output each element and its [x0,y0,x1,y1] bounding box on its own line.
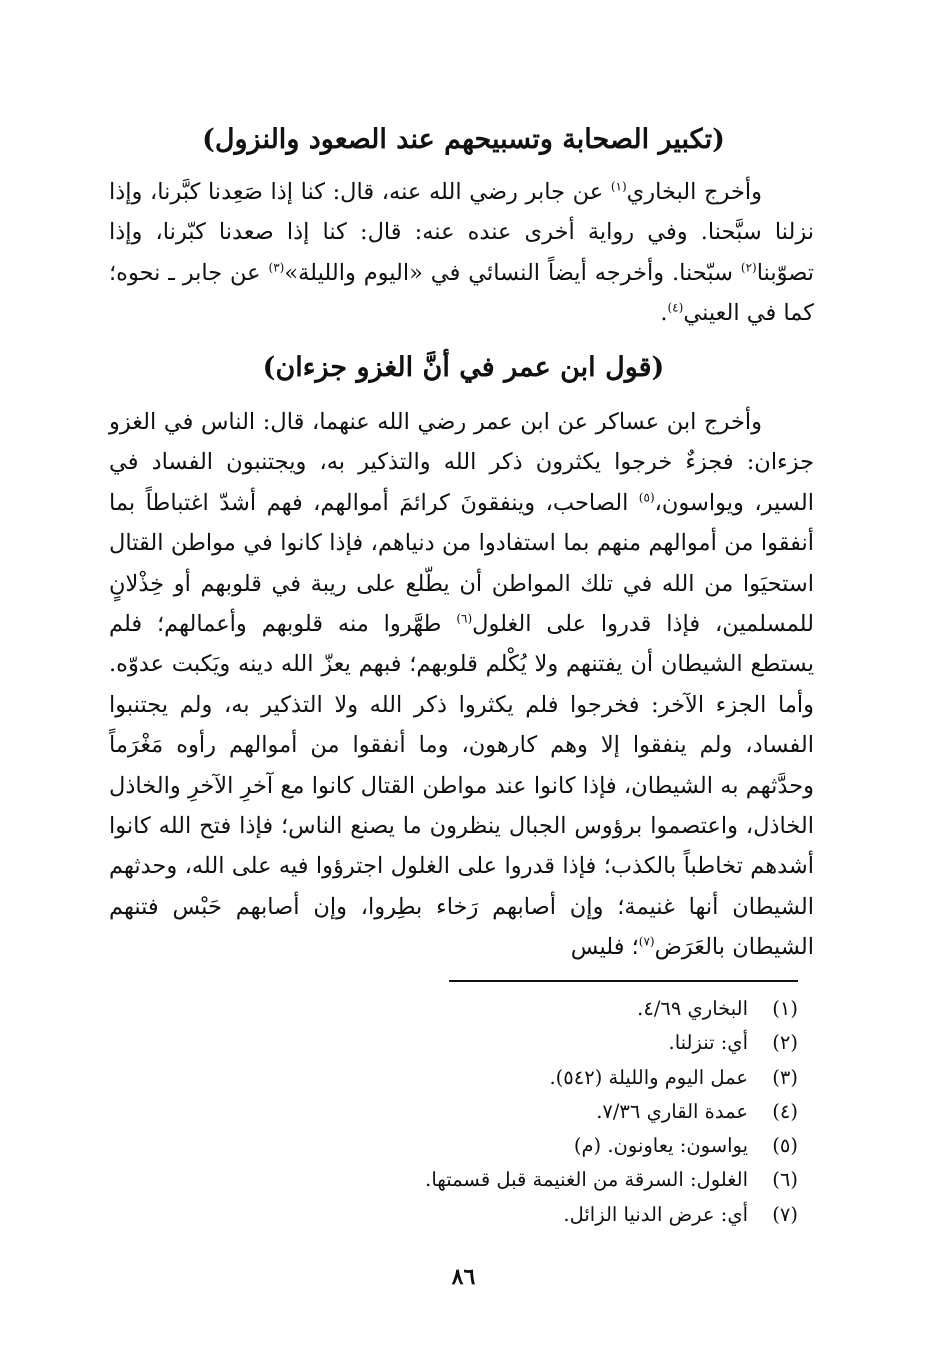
footnote-text: عمدة القاري ٧/٣٦. [596,1099,748,1123]
page-number: ٨٦ [451,1264,476,1290]
footnote-item [148,1198,798,1232]
text-segment: سبّحنا. وأخرجه أيضاً النسائي في «اليوم والليلة» [284,259,741,286]
text-segment: الصاحب، وينفقونَ كرائمَ أموالهم، فهم أشدّ اغتباطاً بما أنفقوا من أموالهم منهم بما استفادوا من دنياهم، فإذا كانوا في مواطن القتال استحيَوا من الله في تلك المواطن أن يطّلع على ريبة في قلوبهم أو خِذْلانٍ للمسلمين، فإذا قدروا على الغلول [109,489,814,638]
footnote-item [148,992,798,1026]
text-segment: عن جابر ـ نحوه؛ كما في العيني [109,259,814,327]
text-segment: طهَّروا منه قلوبهم وأعمالهم؛ فلم يستطع الشيطان أن يفتنهم ولا يُكْلم قلوبهم؛ فبهم يعزّ الله دينه ويَكبت عدوّه. وأما الجزء الآخر: فخرجوا فلم يكثروا ذكر الله ولا التذكير به، ولم يجتنبوا الفساد، ولم ينفقوا إلا وهم كارهون، وما أنفقوا من أموالهم رأوه مَغْرَماً وحدَّثهم به الشيطان، فإذا كانوا عند مواطن القتال كانوا مع آخرِ الآخرِ والخاذل الخاذل، واعتصموا برؤوس الجبال ينظرون ما يصنع الناس؛ فإذا فتح الله كانوا أشدهم تخاطباً بالكذب؛ فإذا قدروا على الغلول اجترؤوا فيه على الله، وحدثهم الشيطان أنها غنيمة؛ وإن أصابهم رَخاء بطِروا، وإن أصابهم حَبْس فتنهم الشيطان بالعَرَض [109,611,814,961]
footnote-text: عمل اليوم والليلة (٥٤٢). [549,1065,748,1089]
footnote-text: يواسون: يعاونون. (م) [573,1134,748,1158]
footnote-text: أي: عرض الدنيا الزائل. [563,1202,748,1226]
footnote-ref-5[interactable]: (٥) [638,490,655,505]
footnote-item [148,1095,798,1129]
paragraph-ibn-umar [109,402,814,968]
section-heading-takbir: (تكبير الصحابة وتسبيحهم عند الصعود والنزول) [202,124,725,155]
paragraph-body [109,172,814,334]
text-segment: عن جابر رضي الله عنه، قال: كنا إذا صَعِدنا كبَّرنا، وإذا نزلنا سبَّحنا. وفي رواية أخرى عنده عنه: قال: كنا إذا صعدنا كبّرنا، وإذا تصوّبنا [109,179,815,286]
footnote-item [148,1129,798,1163]
paragraph-body [109,402,814,968]
footnote-ref-6[interactable]: (٦) [456,611,473,626]
text-segment: . [660,300,668,327]
footnote-number: (٣) [772,1065,798,1089]
footnote-number: (٢) [772,1031,798,1055]
footnote-divider [449,980,798,982]
footnote-number: (٥) [772,1134,798,1158]
footnote-ref-1[interactable]: (١) [610,179,627,194]
footnote-item [148,1026,798,1060]
footnote-ref-3[interactable]: (٣) [268,260,285,275]
text-segment: وأخرج البخاري [626,179,762,205]
footnote-ref-7[interactable]: (٧) [638,934,655,949]
footnote-item [148,1061,798,1095]
text-segment: ؛ فليس [570,934,639,961]
footnote-ref-2[interactable]: (٢) [740,260,757,275]
paragraph-takbir [109,172,814,334]
footnote-item [148,1163,798,1197]
footnote-text: أي: تنزلنا. [668,1031,748,1055]
section-heading-ibn-umar: (قول ابن عمر في أنَّ الغزو جزءان) [262,352,665,383]
footnote-number: (٤) [772,1099,798,1123]
footnote-number: (٧) [772,1202,798,1226]
text-segment: وأخرج ابن عساكر عن ابن عمر رضي الله عنهما، قال: الناس في الغزو جزءان: فجزءٌ خرجوا يكثرون ذكر الله والتذكير به، ويجتنبون الفساد في السير، ويواسون، [109,409,814,516]
footnote-text: البخاري ٤/٦٩. [637,997,748,1020]
footnotes-list [148,992,798,1232]
footnote-number: (١) [772,997,798,1020]
footnote-number: (٦) [772,1168,798,1192]
footnote-text: الغلول: السرقة من الغنيمة قبل قسمتها. [425,1168,748,1192]
footnote-ref-4[interactable]: (٤) [667,300,684,315]
